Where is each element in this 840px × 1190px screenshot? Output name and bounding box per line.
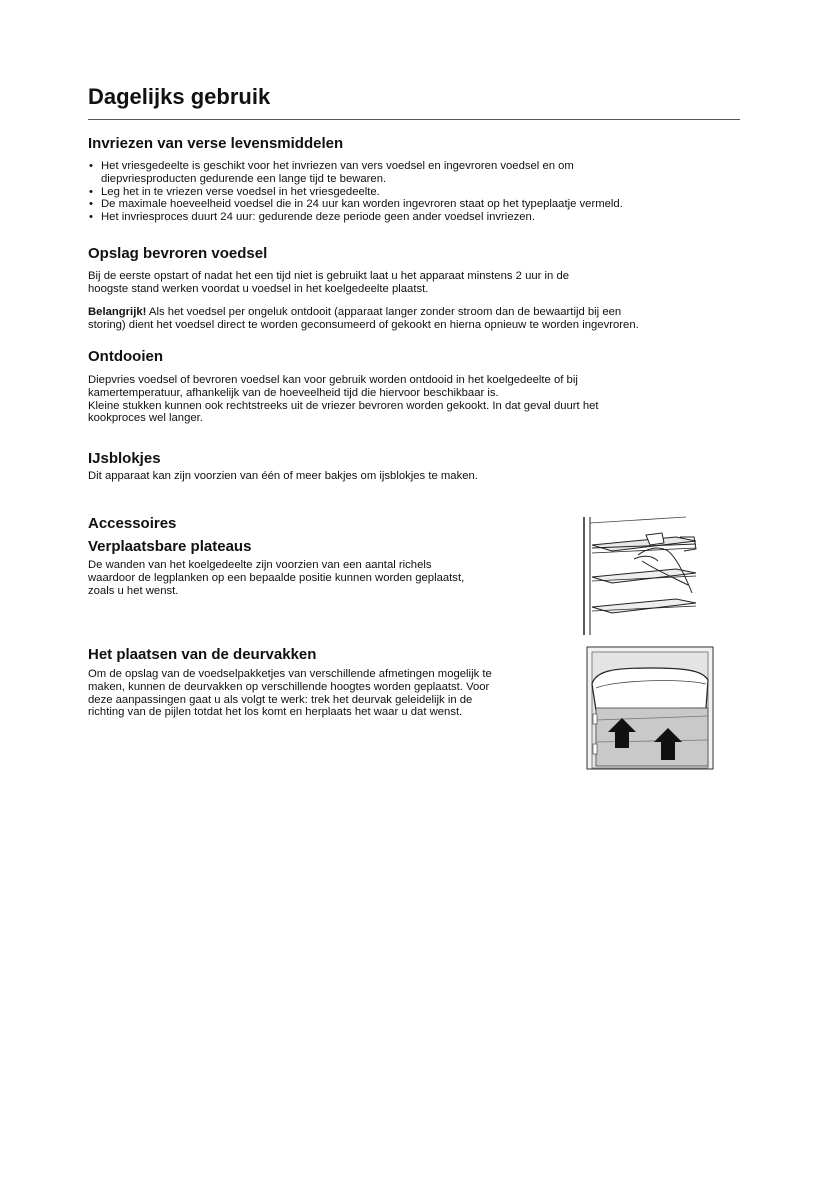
text-line: Dit apparaat kan zijn voorzien van één of meer bakjes om ijsblokjes te maken. bbox=[88, 470, 478, 482]
text-line: Diepvries voedsel of bevroren voedsel kan voor gebruik worden ontdooid in het koelgedeelte of bij bbox=[88, 374, 578, 386]
text-line: deze aanpassingen gaat u als volgt te werk: trek het deurvak geleidelijk in de bbox=[88, 693, 473, 706]
heading-opslag: Opslag bevroren voedsel bbox=[88, 245, 268, 262]
heading-deurvakken: Het plaatsen van de deurvakken bbox=[88, 646, 317, 663]
text-line: De wanden van het koelgedeelte zijn voorzien van een aantal richels bbox=[88, 559, 432, 571]
text-line: storing) dient het voedsel direct te worden geconsumeerd of gekookt en hierna opnieuw te worden ingevroren. bbox=[88, 318, 639, 331]
text-line: waardoor de legplanken op een bepaalde positie kunnen worden geplaatst, bbox=[88, 571, 465, 584]
heading-verplaatsbare-plateaus: Verplaatsbare plateaus bbox=[88, 538, 252, 555]
text-line: hoogste stand werken voordat u voedsel in het koelgedeelte plaatst. bbox=[88, 282, 429, 295]
text-line: kamertemperatuur, afhankelijk van de hoeveelheid tijd die hiervoor beschikbaar is. bbox=[88, 386, 499, 399]
list-item bbox=[88, 211, 728, 224]
shelf-illustration-icon bbox=[576, 515, 702, 637]
list-item bbox=[88, 186, 728, 199]
heading-ijsblokjes: IJsblokjes bbox=[88, 450, 161, 467]
deurvakken-paragraph bbox=[88, 668, 492, 719]
important-label: Belangrijk! bbox=[88, 306, 147, 318]
opslag-important-paragraph bbox=[88, 306, 639, 332]
text-line: Als het voedsel per ongeluk ontdooit (apparaat langer zonder stroom dan de bewaartijd bij een bbox=[146, 306, 622, 318]
title-divider bbox=[88, 119, 740, 120]
list-item-text: Leg het in te vriezen verse voedsel in het vriesgedeelte. bbox=[101, 185, 380, 198]
list-item-text: Het invriesproces duurt 24 uur: gedurende deze periode geen ander voedsel invriezen. bbox=[101, 211, 535, 224]
list-item bbox=[88, 160, 728, 186]
text-line: Bij de eerste opstart of nadat het een tijd niet is gebruikt laat u het apparaat minstens 2 uur in de bbox=[88, 270, 570, 282]
list-item bbox=[88, 198, 728, 211]
text-line: Om de opslag van de voedselpakketjes van verschillende afmetingen mogelijk te bbox=[88, 668, 492, 680]
invriezen-list bbox=[88, 160, 728, 224]
text-line: maken, kunnen de deurvakken op verschillende hoogtes worden geplaatst. Voor bbox=[88, 680, 490, 693]
page-title: Dagelijks gebruik bbox=[88, 84, 271, 109]
opslag-paragraph bbox=[88, 270, 569, 296]
accessoires-paragraph bbox=[88, 559, 464, 597]
text-line: Kleine stukken kunnen ook rechtstreeks uit de vriezer bevroren worden gekookt. In dat geval duurt het bbox=[88, 399, 599, 412]
list-item-text: Het vriesgedeelte is geschikt voor het invriezen van vers voedsel en ingevroren voedsel en om bbox=[101, 160, 574, 172]
text-line: kookproces wel langer. bbox=[88, 412, 203, 425]
heading-accessoires: Accessoires bbox=[88, 515, 177, 532]
ijsblokjes-paragraph bbox=[88, 470, 478, 483]
list-item-text: De maximale hoeveelheid voedsel die in 24 uur kan worden ingevroren staat op het typeplaatje vermeld. bbox=[101, 198, 623, 211]
list-item-text: diepvriesproducten gedurende een lange tijd te bewaren. bbox=[101, 172, 387, 185]
door-bin-illustration-icon bbox=[586, 646, 714, 770]
ontdooien-paragraph bbox=[88, 374, 599, 425]
heading-invriezen: Invriezen van verse levensmiddelen bbox=[88, 135, 344, 152]
text-line: richting van de pijlen totdat het los komt en herplaats het waar u dat wenst. bbox=[88, 706, 463, 719]
text-line: zoals u het wenst. bbox=[88, 584, 179, 597]
heading-ontdooien: Ontdooien bbox=[88, 348, 163, 365]
